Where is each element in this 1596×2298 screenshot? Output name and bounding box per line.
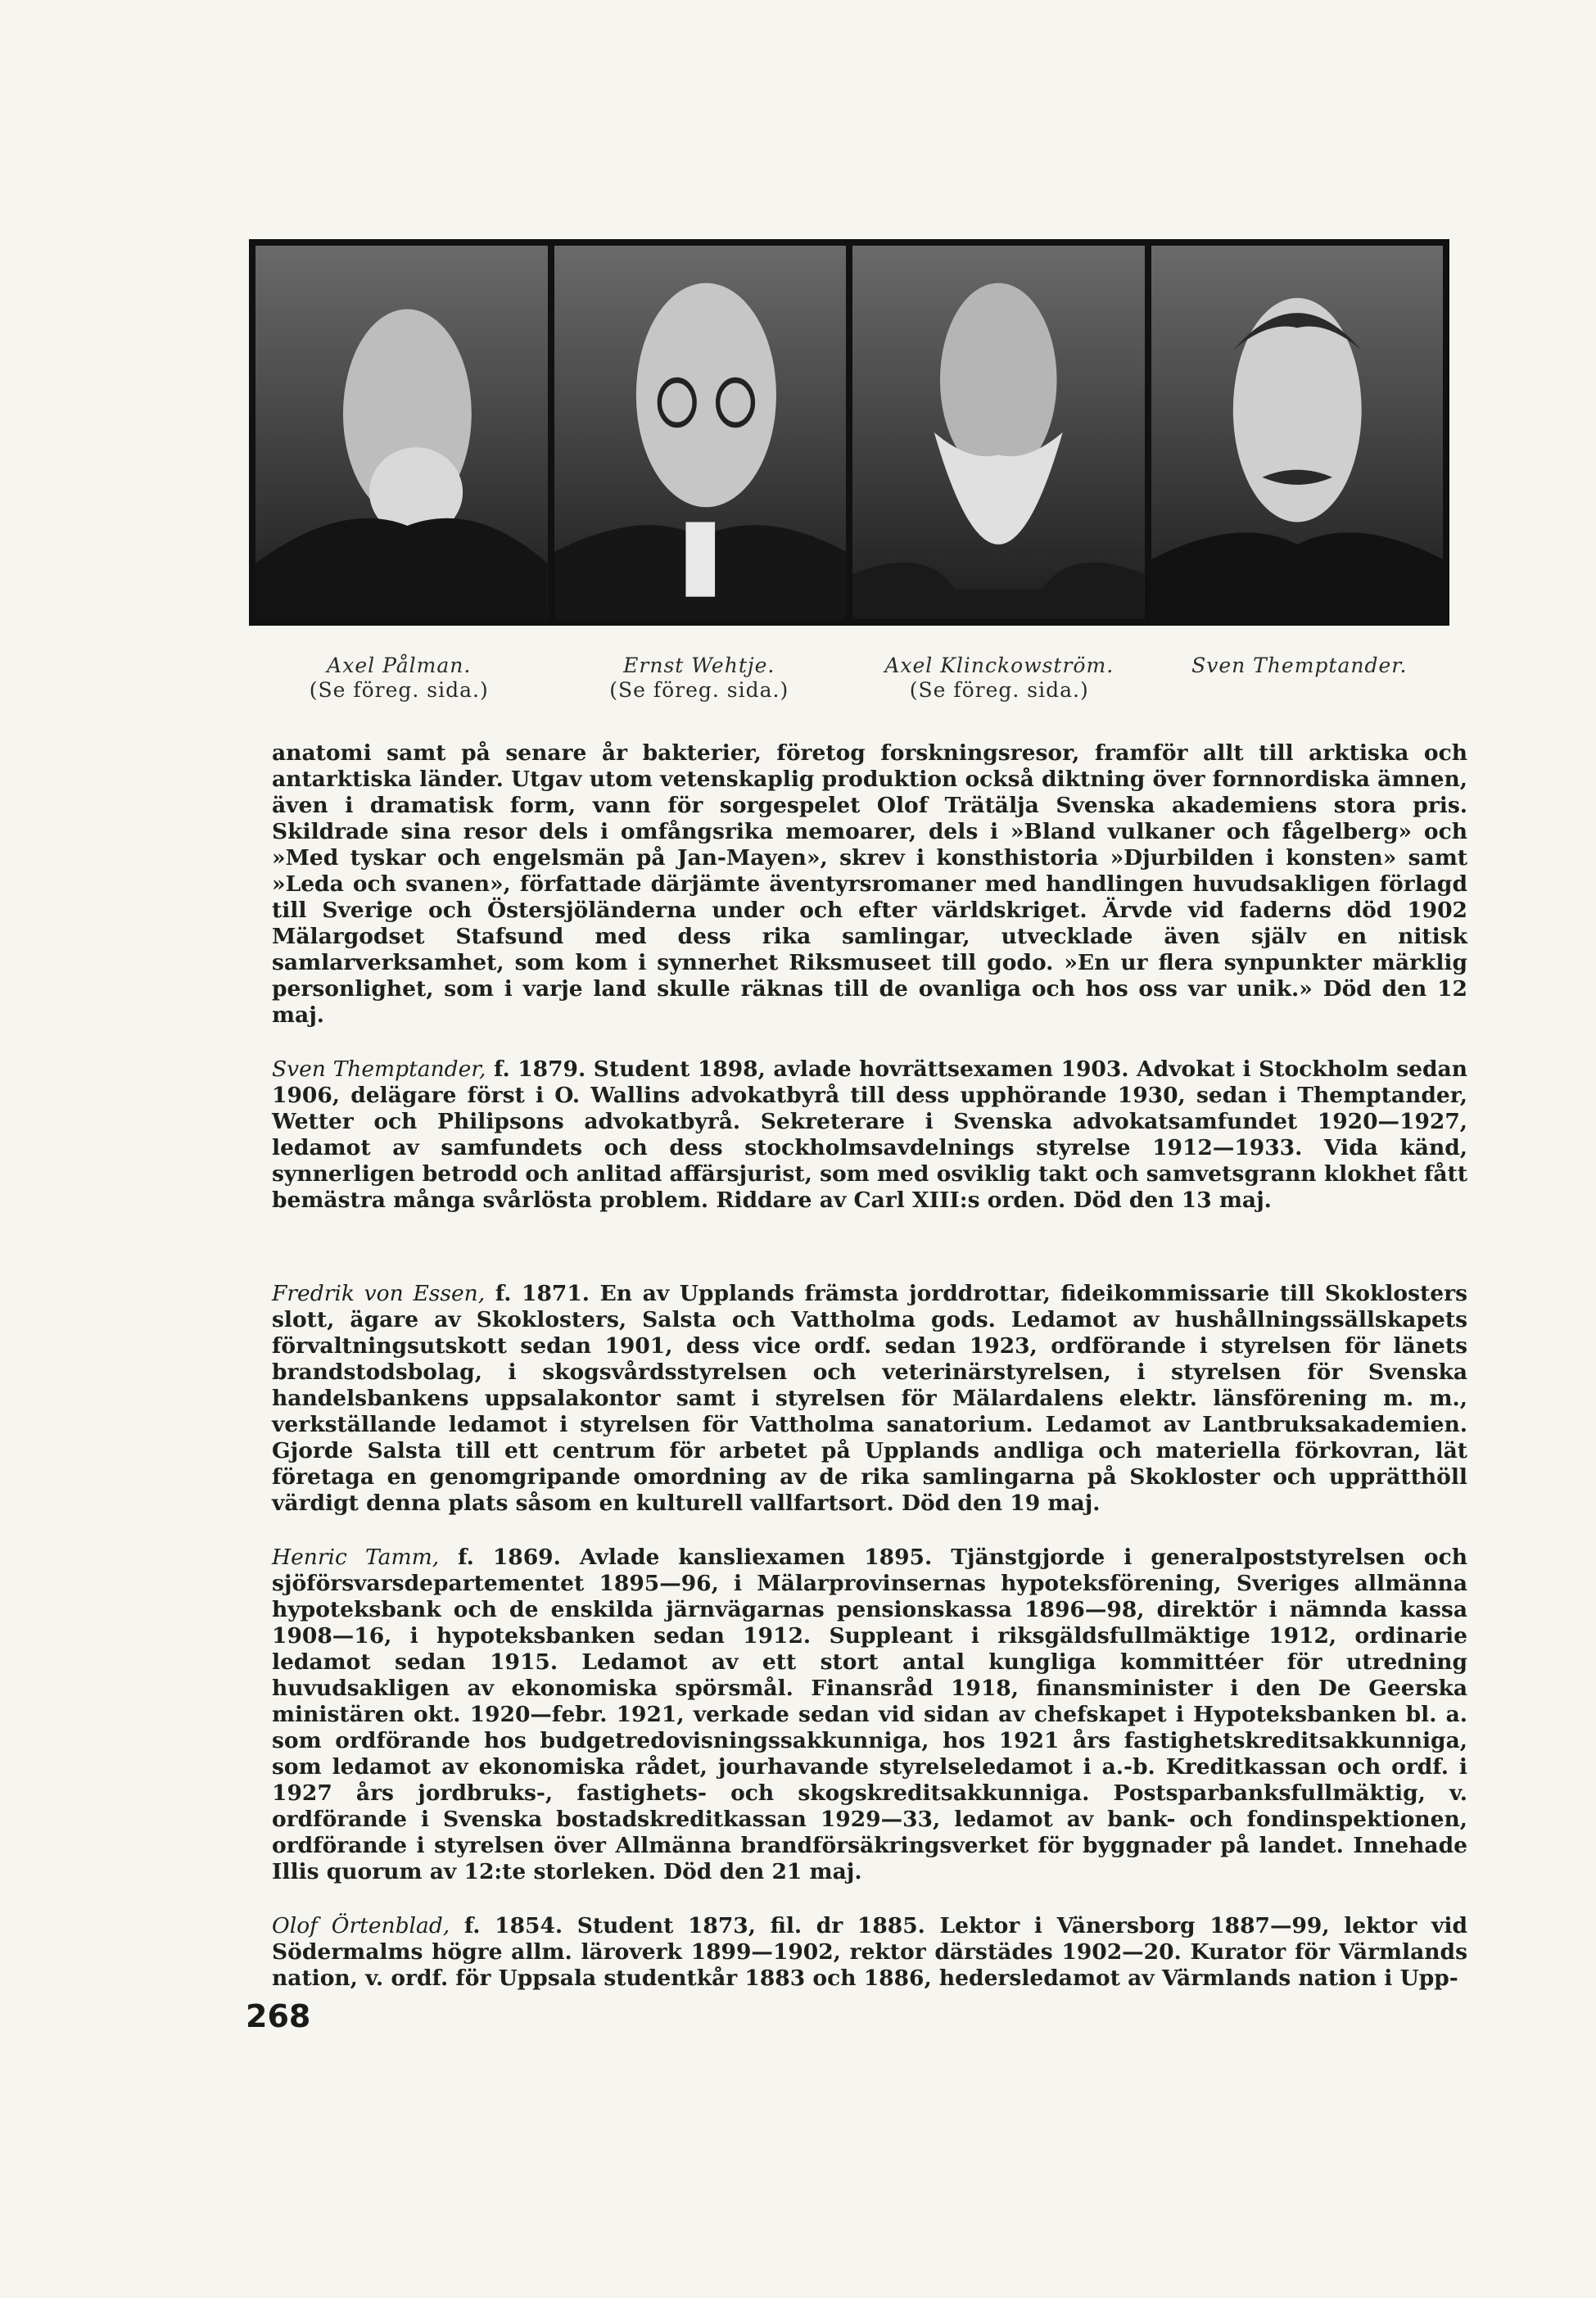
entry-von-essen — [272, 1281, 1467, 1517]
portrait-name: Ernst Wehtje. — [623, 654, 775, 677]
continuation-paragraph — [272, 740, 1467, 1029]
portrait-photo-icon — [255, 246, 548, 619]
paragraph-text: f. 1879. Student 1898, avlade hovrättsexamen 1903. Advokat i Stockholm sedan 1906, delägare först i O. Wallins advokatbyrå till dess upphörande 1930, sedan i Themptander, Wetter och Philipsons advokatbyrå. Sekreterare i Svenska advokatsamfundet 1920—1927, ledamot av samfundets och dess stockholmsavdelnings styrelse 1912—1933. Vida känd, synnerligen betrodd och anlitad affärsjurist, som med osviklig takt och samvetsgrann klokhet fått bemästra många svårlösta problem. Riddare av Carl XIII:s orden. Död den 13 maj. — [272, 1056, 1467, 1213]
portrait-photo-icon — [554, 246, 847, 619]
portrait-name: Axel Klinckowström. — [884, 654, 1114, 677]
paragraph-text: f. 1871. En av Upplands främsta jorddrottar, fideikommissarie till Skoklosters slott, ägare av Skoklosters, Salsta och Vattholma gods. Ledamot av hushållningssällskapets förvaltningsutskott sedan 1901, dess vice ordf. sedan 1923, ordförande i styrelsen för länets brandstodsbolag, i skogsvårdsstyrelsen och veterinärstyrelsen, i styrelsen för Svenska handelsbankens uppsalakontor samt i styrelsen för Mälardalens elektr. länsförening m. m., verkställande ledamot i styrelsen för Vattholma sanatorium. Ledamot av Lantbruksakademien. Gjorde Salsta till ett centrum för arbetet på Upplands andliga och materiella förkovran, lät företaga en genomgripande omordning av de rika samlingarna på Skokloster och upprätthöll värdigt denna plats såsom en kulturell vallfartsort. Död den 19 maj. — [272, 1281, 1468, 1516]
person-name: Henric Tamm, — [272, 1545, 440, 1570]
person-name: Olof Örtenblad, — [272, 1913, 450, 1938]
portrait-reference: (Se föreg. sida.) — [309, 678, 489, 702]
person-name: Fredrik von Essen, — [272, 1281, 486, 1306]
paragraph-text: f. 1869. Avlade kansliexamen 1895. Tjänstgjorde i generalpoststyrelsen och sjöförsvarsdepartementet 1895—96, i Mälarprovinsernas hypoteksförening, Sveriges allmänna hypoteksbank och de enskilda järnvägarnas pensionskassa 1896—98, direktör i nämnda kassa 1908—16, i hypoteksbanken sedan 1912. Suppleant i riksgäldsfullmäktige 1912, ordinarie ledamot sedan 1915. Ledamot av ett stort antal kungliga kommittéer för utredning huvudsakligen av ekonomiska spörsmål. Finansråd 1918, finansminister i den De Geerska ministären okt. 1920—febr. 1921, verkade sedan vid sidan av chefskapet i Hypoteksbanken bl. a. som ordförande hos budgetredovisningssakkunniga, hos 1921 års fastighetskreditsakkunniga, som ledamot av ekonomiska rådet, jourhavande styrelseledamot i a.-b. Kreditkassan och ordf. i 1927 års jordbruks-, fastighets- och skogskreditsakkunniga. Postsparbanksfullmäktig, v. ordförande i Svenska bostadskreditkassan 1929—33, ledamot av bank- och fondinspektionen, ordförande i styrelsen över Allmänna brandförsäkringsverket för byggnader på landet. Innehade Illis quorum av 12:te storleken. Död den 21 maj. — [272, 1545, 1467, 1884]
paragraph-text: f. 1854. Student 1873, fil. dr 1885. Lektor i Vänersborg 1887—99, lektor vid Södermalms högre allm. läroverk 1899—1902, rektor därstädes 1902—20. Kurator för Värmlands nation, v. ordf. för Uppsala studentkår 1883 och 1886, hedersledamot av Värmlands nation i Upp- — [272, 1913, 1467, 1991]
portrait-reference: (Se föreg. sida.) — [909, 678, 1089, 702]
portrait-reference: (Se föreg. sida.) — [609, 678, 789, 702]
entry-ortenblad — [272, 1913, 1467, 1992]
portrait-strip — [249, 239, 1449, 626]
portrait-name: Sven Themptander. — [1191, 654, 1408, 677]
page-number: 268 — [246, 1998, 311, 2034]
portrait-photo-icon — [554, 246, 847, 619]
obituary-text-column — [272, 740, 1467, 1992]
portrait-caption — [1150, 654, 1450, 703]
entry-tamm — [272, 1545, 1467, 1885]
portrait-caption — [249, 654, 549, 703]
entry-themptander — [272, 1056, 1467, 1214]
portrait-photo-icon — [852, 246, 1145, 619]
portrait-captions — [249, 654, 1449, 703]
portrait-photo-icon — [852, 246, 1145, 619]
portrait-photo-icon — [1151, 246, 1444, 619]
person-name: Sven Themptander, — [272, 1056, 486, 1082]
portrait-photo-icon — [1151, 246, 1444, 619]
portrait-caption — [849, 654, 1150, 703]
portrait-photo-icon — [255, 246, 548, 619]
paragraph-text: anatomi samt på senare år bakterier, företog forskningsresor, framför allt till arktiska och antarktiska länder. Utgav utom vetenskaplig produktion också diktning över fornnordiska ämnen, även i dramatisk form, vann för sorgespelet Olof Trätälja Svenska akademiens stora pris. Skildrade sina resor dels i omfångsrika memoarer, dels i »Bland vulkaner och fågelberg» och »Med tyskar och engelsmän på Jan-Mayen», skrev i konsthistoria »Djurbilden i konsten» samt »Leda och svanen», författade därjämte äventyrsromaner med handlingen huvudsakligen förlagd till Sverige och Östersjöländerna under och efter världskriget. Ärvde vid faderns död 1902 Mälargodset Stafsund med dess rika samlingar, utvecklade även själv en nitisk samlarverksamhet, som kom i synnerhet Riksmuseet till godo. »En ur flera synpunkter märklig personlighet, som i varje land skulle räknas till de ovanliga och hos oss var unik.» Död den 12 maj. — [272, 740, 1467, 1028]
portrait-caption — [549, 654, 850, 703]
portrait-name: Axel Pålman. — [327, 654, 472, 677]
